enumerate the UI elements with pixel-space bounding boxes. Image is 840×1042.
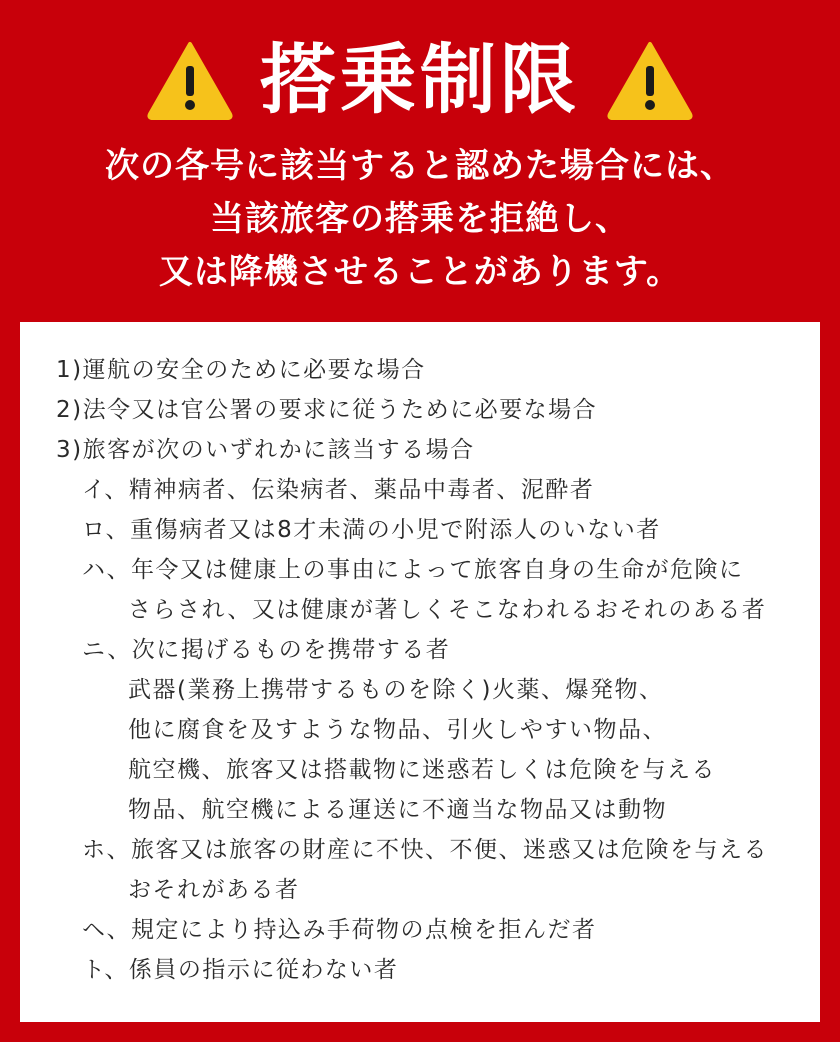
list-item: 2)法令又は官公署の要求に従うために必要な場合 (56, 397, 598, 423)
warning-triangle-icon (146, 40, 234, 120)
restriction-list (20, 350, 820, 990)
list-item: ハ、年令又は健康上の事由によって旅客自身の生命が危険に (82, 557, 744, 583)
restriction-list-panel (20, 322, 820, 1022)
subtitle (0, 140, 840, 299)
list-item: ヘ、規定により持込み手荷物の点検を拒んだ者 (82, 917, 597, 943)
subtitle-line: 次の各号に該当すると認めた場合には、 (105, 146, 735, 186)
warning-triangle-icon (606, 40, 694, 120)
list-item: ニ、次に掲げるものを携帯する者 (82, 637, 451, 663)
page-title: 搭乗制限 (260, 35, 580, 124)
title-row (0, 30, 840, 130)
list-item-continuation: 他に腐食を及すような物品、引火しやすい物品、 (128, 717, 667, 743)
subtitle-line: 又は降機させることがあります。 (158, 252, 682, 292)
list-item: イ、精神病者、伝染病者、薬品中毒者、泥酔者 (82, 477, 595, 503)
list-item-continuation: 物品、航空機による運送に不適当な物品又は動物 (128, 797, 667, 823)
subtitle-line: 当該旅客の搭乗を拒絶し、 (210, 199, 630, 239)
list-item-continuation: 航空機、旅客又は搭載物に迷惑若しくは危険を与える (128, 757, 716, 783)
list-item: ト、係員の指示に従わない者 (82, 957, 399, 983)
list-item: 3)旅客が次のいずれかに該当する場合 (56, 437, 475, 463)
list-item: ホ、旅客又は旅客の財産に不快、不便、迷惑又は危険を与える (82, 837, 768, 863)
list-item: 1)運航の安全のために必要な場合 (56, 357, 426, 383)
list-item-continuation: おそれがある者 (128, 877, 300, 903)
list-item-continuation: さらされ、又は健康が著しくそこなわれるおそれのある者 (128, 597, 767, 623)
list-item-continuation: 武器(業務上携帯するものを除く)火薬、爆発物、 (128, 677, 664, 703)
header (0, 0, 840, 320)
list-item: ロ、重傷病者又は8才未満の小児で附添人のいない者 (82, 517, 661, 543)
